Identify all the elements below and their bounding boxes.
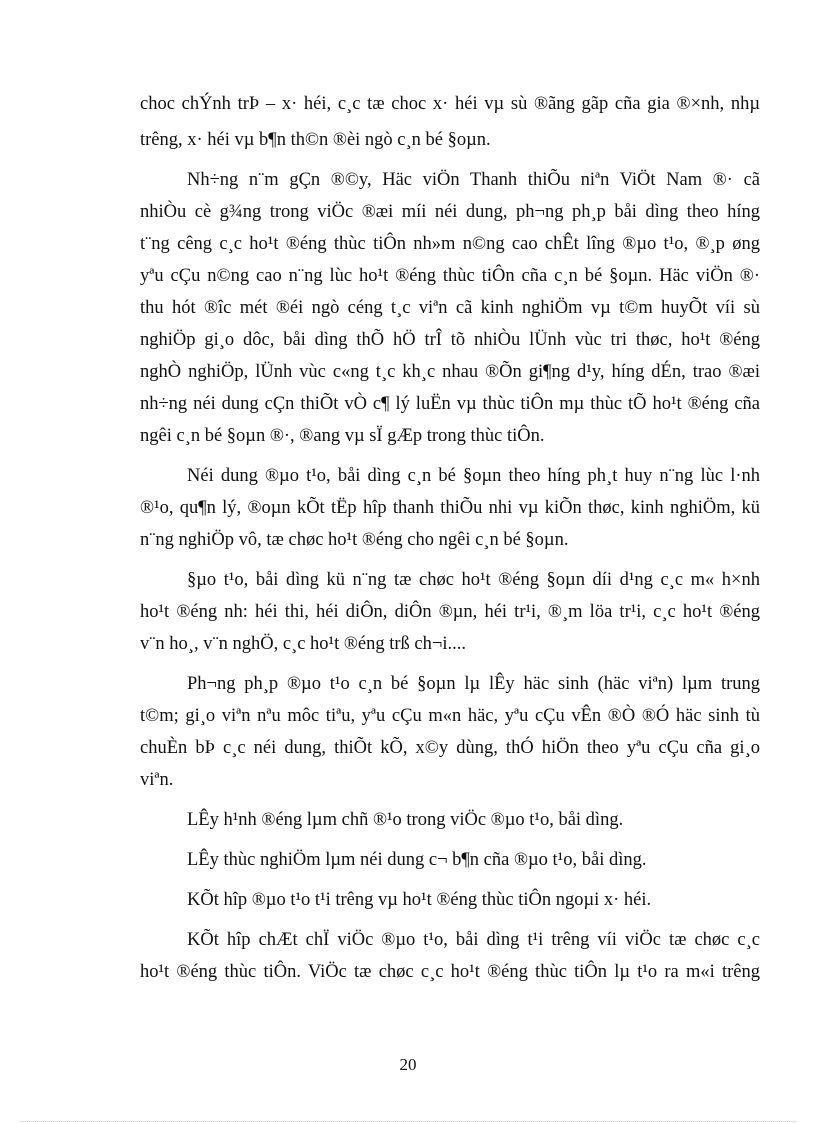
text-line: LÊy thùc nghiÖm lµm néi dung c¬ b¶n cña ®µo t¹o, båi dìng. [187,850,647,870]
text-line: Ph¬ng ph¸p ®µo t¹o c¸n bé §oµn lµ lÊy häc sinh (häc viªn) lµm trung [187,674,760,694]
page-bottom-divider [20,1121,796,1122]
text-line: t¨ng cêng c¸c ho¹t ®éng thùc tiÔn nh»m n©ng cao chÊt lîng ®µo t¹o, ®¸p øng [140,234,760,254]
page-number: 20 [399,1055,417,1074]
text-line: ngêi c¸n bé §oµn ®·, ®ang vµ sÏ gÆp trong thùc tiÔn. [140,426,545,446]
text-line: t©m; gi¸o viªn nªu môc tiªu, yªu cÇu m«n häc, yªu cÇu vÊn ®Ò ®Ó häc sinh tù [140,706,760,726]
text-line: §µo t¹o, båi dìng kü n¨ng tæ chøc ho¹t ®éng §oµn díi d¹ng c¸c m« h×nh [187,570,760,590]
text-line: choc chÝnh trÞ – x· héi, c¸c tæ choc x· héi vµ sù ®ãng gãp cña gia ®×nh, nhµ [140,94,760,114]
text-line: ho¹t ®éng nh: héi thi, héi diÔn, diÔn ®µn, héi tr¹i, ®¸m löa tr¹i, c¸c ho¹t ®éng [140,602,760,622]
text-line: viªn. [140,770,174,790]
text-line: thu hót ®îc mét ®éi ngò céng t¸c viªn cã kinh nghiÖm vµ t©m huyÕt víi sù [140,298,760,318]
text-line: nghÒ nghiÖp, lÜnh vùc c«ng t¸c kh¸c nhau ®Õn gi¶ng d¹y, híng dÉn, trao ®æi [140,362,760,382]
text-line: Nh÷ng n¨m gÇn ®©y, Häc viÖn Thanh thiÕu niªn ViÖt Nam ®· cã [187,170,760,190]
text-line: LÊy h¹nh ®éng lµm chñ ®¹o trong viÖc ®µo t¹o, båi dìng. [187,810,624,830]
text-line: nghiÖp gi¸o dôc, båi dìng thÕ hÖ trÎ tõ nhiÒu lÜnh vùc tri thøc, ho¹t ®éng [140,330,760,350]
text-line: ho¹t ®éng thùc tiÔn. ViÖc tæ chøc c¸c ho¹t ®éng thùc tiÔn lµ t¹o ra m«i trêng [140,962,760,982]
text-line: nh÷ng néi dung cÇn thiÕt vÒ c¶ lý luËn vµ thùc tiÔn mµ thùc tÕ ho¹t ®éng cña [140,394,760,414]
text-line: yªu cÇu n©ng cao n¨ng lùc ho¹t ®éng thùc tiÔn cña c¸n bé §oµn. Häc viÖn ®· [140,266,760,286]
text-line: KÕt hîp ®µo t¹o t¹i trêng vµ ho¹t ®éng thùc tiÔn ngoµi x· héi. [187,890,652,910]
text-line: n¨ng nghiÖp vô, tæ chøc ho¹t ®éng cho ngêi c¸n bé §oµn. [140,530,569,550]
text-line: nhiÒu cè g¾ng trong viÖc ®æi míi néi dung, ph¬ng ph¸p båi dìng theo híng [140,202,760,222]
text-line: KÕt hîp chÆt chÏ viÖc ®µo t¹o, båi dìng t¹i trêng víi viÖc tæ chøc c¸c [187,930,760,950]
text-line: v¨n ho¸, v¨n nghÖ, c¸c ho¹t ®éng trß ch¬i.... [140,634,466,654]
text-line: chuÈn bÞ c¸c néi dung, thiÕt kÕ, x©y dùng, thÓ hiÖn theo yªu cÇu cña gi¸o [140,738,760,758]
text-line: Néi dung ®µo t¹o, båi dìng c¸n bé §oµn theo híng ph¸t huy n¨ng lùc l·nh [187,466,760,486]
text-line: trêng, x· héi vµ b¶n th©n ®èi ngò c¸n bé §oµn. [140,130,491,150]
text-line: ®¹o, qu¶n lý, ®oµn kÕt tËp hîp thanh thiÕu nhi vµ kiÕn thøc, kinh nghiÖm, kü [140,498,760,518]
